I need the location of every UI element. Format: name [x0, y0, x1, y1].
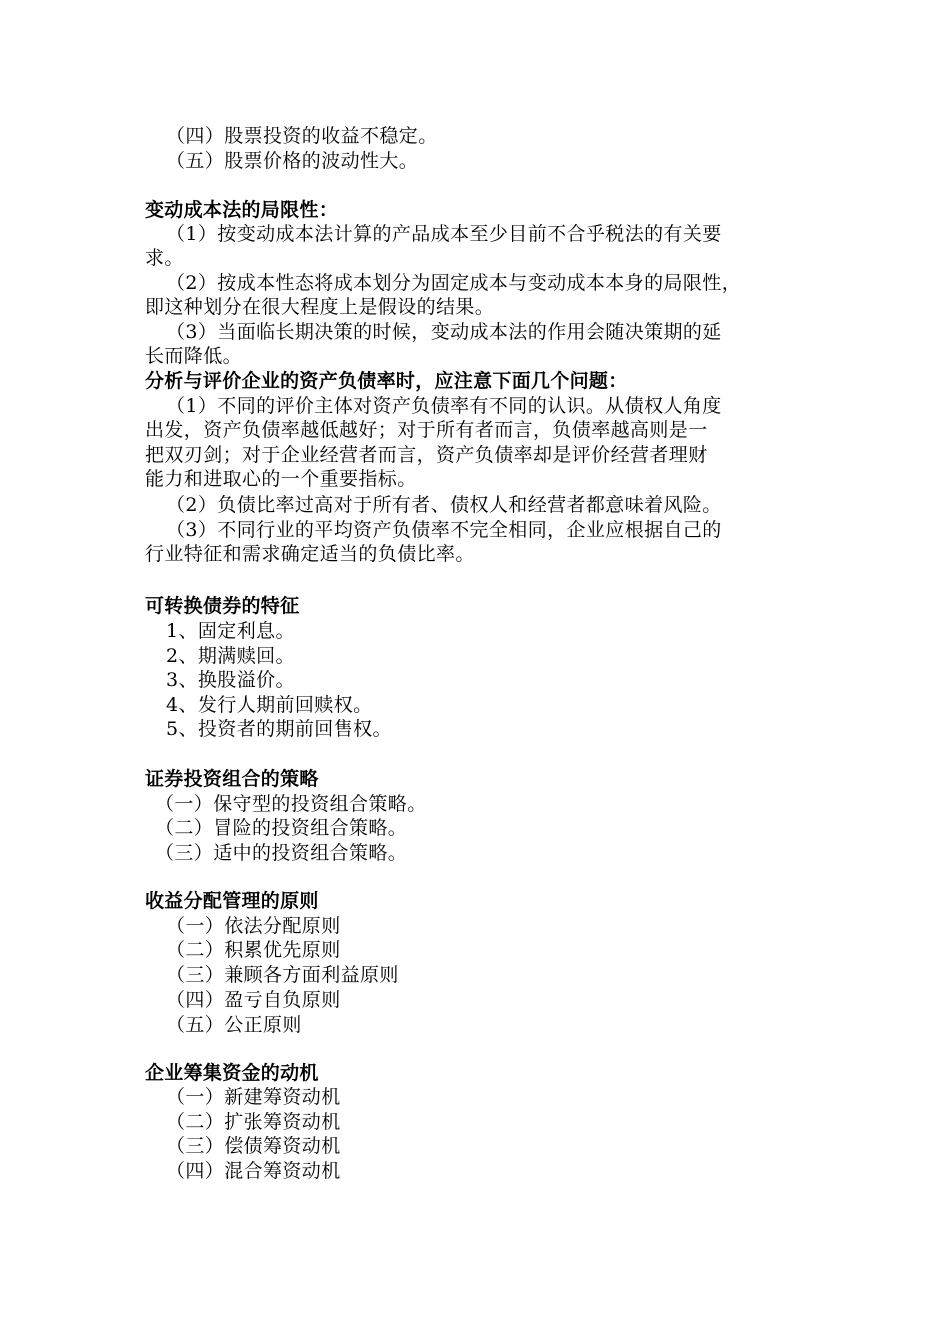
list-item: （五）公正原则 [166, 1014, 302, 1036]
list-item: （一）新建筹资动机 [166, 1086, 341, 1108]
list-item: 2、期满赎回。 [166, 645, 295, 667]
list-item: 1、固定利息。 [166, 620, 295, 642]
paragraph-line: 把双刃剑；对于企业经营者而言，资产负债率却是评价经营者理财 [145, 444, 708, 466]
list-item: （一）保守型的投资组合策略。 [155, 793, 427, 815]
paragraph-line: （1）不同的评价主体对资产负债率有不同的认识。从债权人角度 [166, 395, 722, 417]
paragraph-line: 行业特征和需求确定适当的负债比率。 [145, 543, 475, 565]
paragraph-line: 能力和进取心的一个重要指标。 [145, 468, 417, 490]
list-item: （四）混合筹资动机 [166, 1160, 341, 1182]
list-item: （三）偿债筹资动机 [166, 1135, 341, 1157]
list-item: （五）股票价格的波动性大。 [166, 150, 419, 172]
list-item: （三）兼顾各方面利益原则 [166, 964, 399, 986]
paragraph-line: 求。 [145, 247, 184, 269]
list-item: （二）积累优先原则 [166, 939, 341, 961]
list-item: （二）扩张筹资动机 [166, 1111, 341, 1133]
list-item: （四）股票投资的收益不稳定。 [166, 125, 438, 147]
list-item: 4、发行人期前回赎权。 [166, 694, 373, 716]
paragraph-line: 出发，资产负债率越低越好；对于所有者而言，负债率越高则是一 [145, 419, 708, 441]
section-heading: 可转换债券的特征 [145, 595, 300, 617]
list-item: （二）冒险的投资组合策略。 [155, 817, 408, 839]
paragraph-line: （1）按变动成本法计算的产品成本至少目前不合乎税法的有关要 [166, 223, 722, 245]
paragraph-line: （2）按成本性态将成本划分为固定成本与变动成本本身的局限性， [166, 272, 742, 294]
list-item: （一）依法分配原则 [166, 915, 341, 937]
list-item: （三）适中的投资组合策略。 [155, 842, 408, 864]
section-heading: 收益分配管理的原则 [145, 890, 319, 912]
list-item: 3、换股溢价。 [166, 669, 295, 691]
paragraph-line: 长而降低。 [145, 345, 243, 367]
paragraph-line: （3）当面临长期决策的时候，变动成本法的作用会随决策期的延 [166, 321, 722, 343]
paragraph-line: （2）负债比率过高对于所有者、债权人和经营者都意味着风险。 [166, 494, 722, 516]
paragraph-line: （3）不同行业的平均资产负债率不完全相同，企业应根据自己的 [166, 519, 722, 541]
section-heading: 企业筹集资金的动机 [145, 1062, 319, 1084]
section-heading: 证券投资组合的策略 [145, 768, 319, 790]
section-heading: 变动成本法的局限性： [145, 199, 339, 221]
section-heading: 分析与评价企业的资产负债率时，应注意下面几个问题： [145, 370, 628, 392]
paragraph-line: 即这种划分在很大程度上是假设的结果。 [145, 296, 495, 318]
list-item: 5、投资者的期前回售权。 [166, 718, 392, 740]
list-item: （四）盈亏自负原则 [166, 989, 341, 1011]
